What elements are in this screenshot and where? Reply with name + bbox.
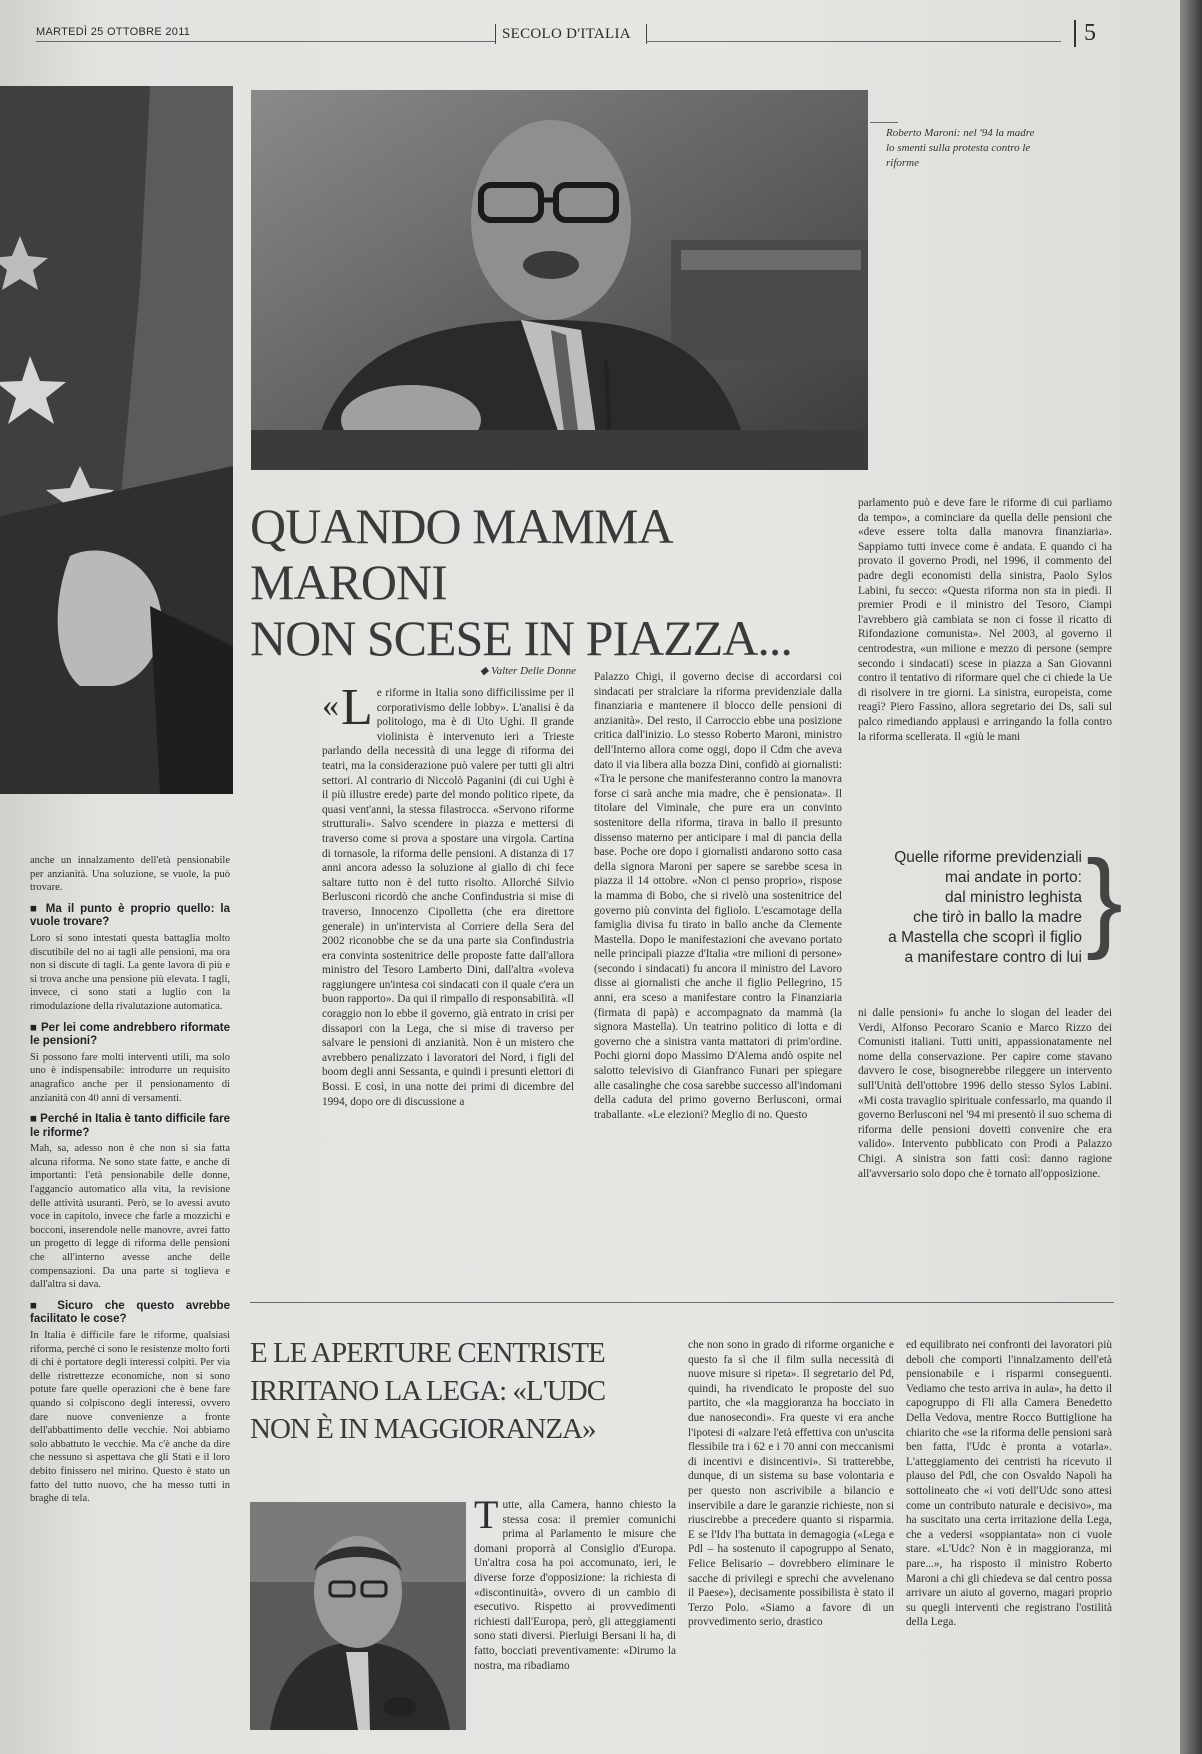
section-separator xyxy=(250,1302,1114,1303)
politician-illustration xyxy=(250,1502,466,1730)
photo-caption: Roberto Maroni: nel '94 la madre lo smentì sulla protesta contro le riforme xyxy=(886,127,1035,169)
second-article-col2 xyxy=(688,1338,894,1734)
header-rule-right xyxy=(646,41,1061,42)
main-article-col2 xyxy=(594,670,842,1276)
pull-quote-line: a manifestare contro di lui xyxy=(904,949,1082,966)
interview-column xyxy=(30,854,230,1734)
left-photo-flag xyxy=(0,86,233,794)
drop-cap-quote-icon: « xyxy=(322,687,339,724)
square-bullet-icon: ■ xyxy=(30,1299,58,1312)
pull-quote-line: mai andate in porto: xyxy=(944,869,1082,886)
second-article-col1 xyxy=(474,1498,676,1734)
pull-quote-line: a Mastella che scoprì il figlio xyxy=(888,929,1082,946)
square-bullet-icon: ■ xyxy=(30,1113,41,1126)
second-headline-line2: IRRITANO LA LEGA: «L'UDC xyxy=(250,1375,606,1407)
interview-question: ■ Ma il punto è proprio quello: la vuole trovare? xyxy=(30,902,230,929)
main-headline-line2: NON SCESE IN PIAZZA... xyxy=(250,610,792,666)
page-number: 5 xyxy=(1074,20,1096,47)
interview-question: ■ Perché in Italia è tanto difficile fare le riforme? xyxy=(30,1113,230,1139)
second-headline xyxy=(250,1334,670,1448)
interview-answer: Mah, sa, adesso non è che non si sia fatta alcuna riforma. Ne sono state fatte, e anche di importanti: l'età pensionabile delle donne, l'aggancio automatico alla vita, la revisione delle attività usuranti. Però, se lo avessi avuto voce in capitolo, invece che farle a mozzichi e bocconi, inserendole nelle manovre, avrei fatto un progetto di legge di riforma delle pensioni che all'interno avesse anche delle compensazioni. Da una parte si toglieva e dall'altra si dava. xyxy=(30,1143,230,1291)
second-headline-line1: E LE APERTURE CENTRISTE xyxy=(250,1337,605,1369)
flag-fist-illustration xyxy=(0,86,233,794)
interview-intro: anche un innalzamento dell'età pensionabile per anzianità. Una soluzione, se vuole, la può trovare. xyxy=(30,855,230,894)
issue-date: MARTEDÌ 25 OTTOBRE 2011 xyxy=(36,26,191,38)
second-drop-cap: T xyxy=(474,1498,499,1537)
main-article-col3 xyxy=(858,496,1112,814)
byline-author: Valter Delle Donne xyxy=(491,665,576,677)
maroni-photo xyxy=(251,90,868,470)
masthead: SECOLO D'ITALIA xyxy=(502,26,631,42)
square-bullet-icon: ■ xyxy=(30,1021,42,1034)
caption-pointer xyxy=(870,122,898,123)
maroni-illustration xyxy=(251,90,868,470)
main-article-col3b xyxy=(858,1006,1112,1268)
main-col2-text: Palazzo Chigi, il governo decise di accordarsi coi sindacati per stralciare la riforma previdenziale dalla finanziaria e mantenere il blocco delle pensioni di anzianità». Del resto, il Carroccio ebbe una posizione critica dall'inizio. Lo stesso Roberto Maroni, ministro dell'Interno allora come oggi, dopo il Cdm che aveva dato il via libera alla bozza Dini, confidò ai giornalisti: «Tra le persone che manifesteranno contro la manovra forse ci sarà anche mia madre, che è pensionata». Il titolare del Viminale, che pure era un convinto sostenitore della riforma, tirava in ballo il presunto dissenso materno per anticipare i mal di pancia della base. Poche ore dopo i giornalisti andarono sotto casa della signora Maroni per sapere se sarebbe scesa in piazza il 14 ottobre. «Non ci penso proprio», rispose la mamma di Bobo, che si rivelò una sostenitrice del governo più convinta del figliolo. L'escamotage della famiglia divisa fu tirato in ballo anche da Clemente Mastella. Dopo le manifestazioni che avevano portato nelle principali piazze d'Italia «tre milioni di persone» (secondo i sindacati) fu ancora il ministro del Lavoro disse ai giornalisti che anche il figlio Pellegrino, 15 anni, era sceso a manifestare contro la Finanziaria (firmata di papà) e accompagnato da mammà (la signora Mastella). Un teatrino politico di lotta e di governo che a sinistra vanta mattatori di prim'ordine. Pochi giorni dopo Massimo D'Alema andò ospite nel salotto televisivo di Gianfranco Funari per spiegare alle casalinghe che cosa sarebbe successo all'indomani della caduta del primo governo Berlusconi, ormai traballante. «Le elezioni? Meglio di no. Questo xyxy=(594,671,842,1121)
interview-question: ■ Per lei come andrebbero riformate le pensioni? xyxy=(30,1021,230,1048)
second-col3-text: ed equilibrato nei confronti dei lavoratori più deboli che comporti l'innalzamento dell'età pensionabile e i risparmi conseguenti. Vediamo che testo arriva in aula», ha detto il capogruppo di Fli alla Camera Benedetto Della Vedova, mentre Rocco Buttiglione ha chiarito che «se la riforma delle pensioni sarà ben fatta, l'Udc è pronta a votarla». L'atteggiamento dei centristi ha ricevuto il plauso del Pdl, che con Osvaldo Napoli ha sottolineato che «i voti dell'Udc sono attesi come un contributo naturale e decisivo», ma ha suscitato una certa irritazione della Lega, che a vedersi «soppiantata» non ci vuole stare. «L'Udc? Non è in maggioranza, mi pare...», ha risposto il ministro Roberto Maroni a chi gli chiedeva se dal centro possa arrivare un aiuto al governo, magari proprio su quegli interventi che registrano l'ostilità della Lega. xyxy=(906,1339,1112,1629)
main-col3b-text: ni dalle pensioni» fu anche lo slogan del leader dei Verdi, Alfonso Pecoraro Scanio e Marco Rizzo dei Comunisti italiani. Tutti uniti, appassionatamente nel nome della conservazione. Per capire come stavano davvero le cose, bisognerebbe rileggere un intervento sull'Unità dell'ottobre 1996 dello stesso Sylos Labini. «Mi costa travaglio spirituale confessarlo, ma quando il governo Berlusconi nel '94 mi presentò il suo schema di riforma delle pensioni dovetti convenire che era valido». Intervento pubblicato con Prodi a Palazzo Chigi. A sinistra son fatti così: danno ragione all'avversario solo dopo che è tornato all'opposizione. xyxy=(858,1007,1112,1180)
pull-quote-line: che tirò in ballo la madre xyxy=(913,909,1082,926)
byline-diamond-icon: ◆ xyxy=(479,665,492,677)
masthead-divider-left xyxy=(495,24,496,44)
interview-question: ■ Sicuro che questo avrebbe facilitato le cose? xyxy=(30,1299,230,1326)
second-col2-text: che non sono in grado di riforme organiche e questo fa sì che il film sulla necessità di nuove misure si ripeta». Il segretario del Pd, quindi, ha rivendicato le proposte del suo partito, che «la maggioranza ha bocciato in due nanosecondi». Fra queste vi era anche l'ipotesi di «alzare l'età effettiva con un'uscita flessibile tra i 62 e i 70 anni con meccanismi di incentivi e disincentivi». Si tratterebbe, dunque, di un sistema su base volontaria e per questo non ascrivibile a bilancio e inservibile a dare le garanzie richieste, non si riuscirebbe a precedere quanto si risparmia. E se l'Idv l'ha buttata in demagogia («Lega e Pdl – ha sostenuto il capogruppo al Senato, Felice Belisario – dovrebbero eliminare le sacche di privilegi e sprechi che avvelenano il Paese»), decisamente possibilista è stato il Terzo Polo. «Siamo a favore di un provvedimento serio, drastico xyxy=(688,1339,894,1629)
pull-quote xyxy=(850,848,1082,968)
second-article-photo xyxy=(250,1502,466,1730)
main-article-col1 xyxy=(322,686,574,1276)
square-bullet-icon: ■ xyxy=(30,902,46,915)
main-col1-text: e riforme in Italia sono difficilissime per il corporativismo delle lobby». L'analisi è da politologo, ma è di Uto Ughi. Il grande violinista è intervenuto ieri a Trieste parlando della necessità di una legge di riforma dei teatri, ma la considerazione può valere per tutti gli altri settori. Al contrario di Niccolò Paganini (di cui Ughi è il più illustre erede) parte del mondo politico ripete, da quasi vent'anni, la stessa filastrocca. «Servono riforme strutturali». Salvo scendere in piazza e mettersi di traverso come si prova a spostare una virgola. Cartina di tornasole, la riforma delle pensioni. A distanza di 17 anni ancora adesso la soluzione al giallo di chi fece saltare tutto non è del tutto risolto. Allorché Silvio Berlusconi ricordò che anche Confindustria si mise di traverso, Innocenzo Cipolletta (che era direttore generale) in un'intervista al Corriere della Sera del 2002 riconobbe che se da una parte sia Confindustria era convinta sostenitrice delle proposte fatte dall'allora ministro del Tesoro Lamberto Dini, dall'altra «voleva raggiungere un'intesa coi sindacati con il quale c'era un buon rapporto». Da qui il rimpallo di responsabilità. «Il coraggio non lo ebbe il governo, già entrato in crisi per dissapori con la Lega, che si mise di traverso per salvare le pensioni di anzianità. Non è un mistero che avrebbero penalizzato i lavoratori del Nord, i figli del boom degli anni Sessanta, e quindi i presunti elettori di Bossi. E così, in una notte dei primi di dicembre del 1994, dopo ore di discussione a xyxy=(322,687,574,1108)
main-col3-text: parlamento può e deve fare le riforme di cui parliamo da tempo», a cominciare da quella delle pensioni che «deve essere tolta dalla manovra finanziaria». Sappiamo tutti invece come è andata. E quando ci ha provato il governo Prodi, nel 1996, il commento del padre degli economisti della sinistra, Paolo Sylos Labini, fu secco: «Questa riforma non sta in piedi. Il premier Prodi e il ministro del Tesoro, Ciampi l'avrebbero già cambiata se non ci fosse il ricatto di Rifondazione comunista». Nel 2003, al governo il centrodestra, «un milione e mezzo di persone (sempre secondo i sindacati) scese in piazza a San Giovanni contro il tentativo di riformare quel che ci chiede la Ue di risolvere in tre giorni. La sinistra, europeista, come reagì? Piero Fassino, allora segretario dei Ds, salì sul palco rimediando applausi e arringando la folla contro la riforma scellerata. Il «giù le mani xyxy=(858,497,1112,743)
interview-answer: Si possono fare molti interventi utili, ma solo uno è indispensabile: introdurre un requisito anagrafico anche per il pensionamento di anzianità con 40 anni di versamenti. xyxy=(30,1051,230,1104)
second-headline-line3: NON È IN MAGGIORANZA» xyxy=(250,1413,596,1445)
main-headline-line1: QUANDO MAMMA MARONI xyxy=(250,498,670,610)
second-col1-text: utte, alla Camera, hanno chiesto la stessa cosa: il premier comunichi prima al Parlamento le misure che domani proporrà al Consiglio d'Europa. Un'altra cosa ha poi accomunato, ieri, le diverse forze d'opposizione: la richiesta di «discontinuità», ovvero di un cambio di esecutivo. Rispetto ai provvedimenti richiesti dall'Europa, però, gli atteggiamenti sono stati diversi. Pierluigi Bersani li ha, di fatto, bocciati preventivamente: «Dirumo la nostra, ma ribadiamo xyxy=(474,1499,676,1672)
pull-quote-brace-icon: } xyxy=(1086,838,1123,961)
page-edge-shadow xyxy=(1180,0,1202,1754)
pull-quote-line: Quelle riforme previdenziali xyxy=(894,849,1082,866)
byline xyxy=(450,664,576,677)
header-rule-left xyxy=(36,41,496,42)
main-headline xyxy=(250,498,850,666)
drop-cap: L xyxy=(341,686,373,736)
interview-answer: In Italia è difficile fare le riforme, qualsiasi riforma, perché ci sono le resistenze molto forti di chi è portatore degli interessi colpiti. Per via delle ristrettezze economiche, non si sono potute fare quelle operazioni che è bene fare quando si colpiscono degli interessi, ovvero dare nuove convenienze a fronte dell'abbattimento delle vecchie. Noi abbiamo solo abbattuto le vecchie. Ma c'è anche da dire che nessuno si aspettava che gli Stati e il loro debito finissero nel mirino. Questo è stato un fatto del tutto nuovo, che ha messo tutti in braghe di tela. xyxy=(30,1330,230,1505)
second-article-col3 xyxy=(906,1338,1112,1734)
interview-answer: Loro si sono intestati questa battaglia molto discutibile del no ai tagli alle pensioni, ma ora non si discute di tagli. La gente lavora di più e si trova anche una pensione più elevata. I tagli, invece, ci sono stati a luglio con la rimodulazione della rivalutazione automatica. xyxy=(30,932,230,1012)
pull-quote-line: dal ministro leghista xyxy=(945,889,1082,906)
